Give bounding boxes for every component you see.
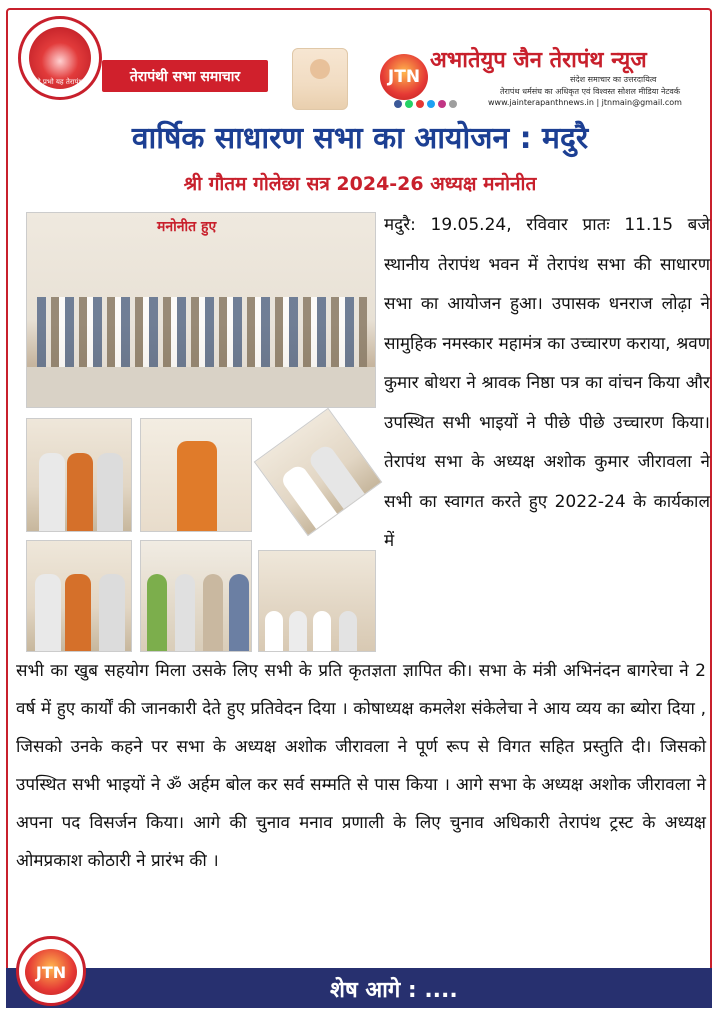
article-subtitle: श्री गौतम गोलेछा सत्र 2024-26 अध्यक्ष मनोनीत [183,173,537,195]
article-body-full: सभी का खुब सहयोग मिला उसके लिए सभी के प्रति कृतज्ञता ज्ञापित की। सभा के मंत्री अभिनंदन बागरेचा ने 2 वर्ष में हुए कार्यों की जानकारी देते हुए प्रतिवेदन दिया । कोषाध्यक्ष कमलेश संकेलेचा ने आय व्यय का ब्योरा दिया , जिसको उनके कहने पर सभा के अध्यक्ष अशोक जीरावला ने पूर्ण रूप से विगत सहित प्रस्तुति दी। जिसको उपस्थित सभी भाइयों ने ॐ अर्हम बोल कर सर्व सम्मति से पास किया । आगे सभा के अध्यक्ष अशोक जीरावला ने अपना पद विसर्जन किया। आगे की चुनाव मनाव प्रणाली के लिए चुनाव अधिकारी तेरापंथ ट्रस्ट के अध्यक्ष ओमप्रकाश कोठारी ने प्रारंभ की । [16,661,706,871]
youtube-icon[interactable] [416,100,424,108]
article-body-right: मदुरै: 19.05.24, रविवार प्रातः 11.15 बजे स्थानीय तेरापंथ भवन में तेरापंथ सभा की साधारण सभा का आयोजन हुआ। उपासक धनराज लोढ़ा ने सामुहिक नमस्कार महामंत्र का उच्चारण कराया, श्रवण कुमार बोथरा ने श्रावक निष्ठा पत्र का वांचन किया और उपस्थित सभी भाइयों ने पीछे पीछे उच्चारण किया। तेरापंथ सभा के अध्यक्ष अशोक कुमार जीरावला ने सभी का स्वागत करते हुए 2022-24 के कार्यकाल में [384,215,710,551]
footer-logo-text: JTN [25,949,77,995]
whatsapp-icon[interactable] [405,100,413,108]
continued-label: शेष आगे : .... [330,978,458,1003]
google-icon[interactable] [449,100,457,108]
felicitation-photo-1 [26,418,132,532]
logo-caption: हे प्रभो यह तेरापंथ [36,78,83,86]
article-title: वार्षिक साधारण सभा का आयोजन : मदुरै [131,121,589,156]
sabha-news-banner: तेरापंथी सभा समाचार [102,60,268,92]
news-contact: www.jainterapanthnews.in | jtnmain@gmail.com [488,98,682,107]
footer-jtn-logo [16,936,86,1006]
news-tagline: संदेश समाचार का उत्तरदायित्व [570,75,657,84]
news-subtitle: तेरापंथ धर्मसंघ का अधिकृत एवं विश्वस्त सोशल मीडिया नेटवर्क [500,87,681,96]
photo-caption: मनोनीत हुए [157,219,217,235]
president-photo [140,418,252,532]
group-crowd [37,297,367,367]
guru-portrait [292,48,348,110]
jtn-logo: JTN [380,54,428,100]
hall-photo-1 [140,540,252,652]
hall-photo-2 [258,550,376,652]
terapanth-logo [18,16,102,100]
felicitation-photo-2 [26,540,132,652]
news-title: अभातेयुप जैन तेरापंथ न्यूज [430,48,647,73]
facebook-icon[interactable] [394,100,402,108]
twitter-icon[interactable] [427,100,435,108]
group-photo [26,212,376,408]
header [10,14,710,110]
instagram-icon[interactable] [438,100,446,108]
photo-floor [27,367,375,407]
social-icons [394,100,457,108]
